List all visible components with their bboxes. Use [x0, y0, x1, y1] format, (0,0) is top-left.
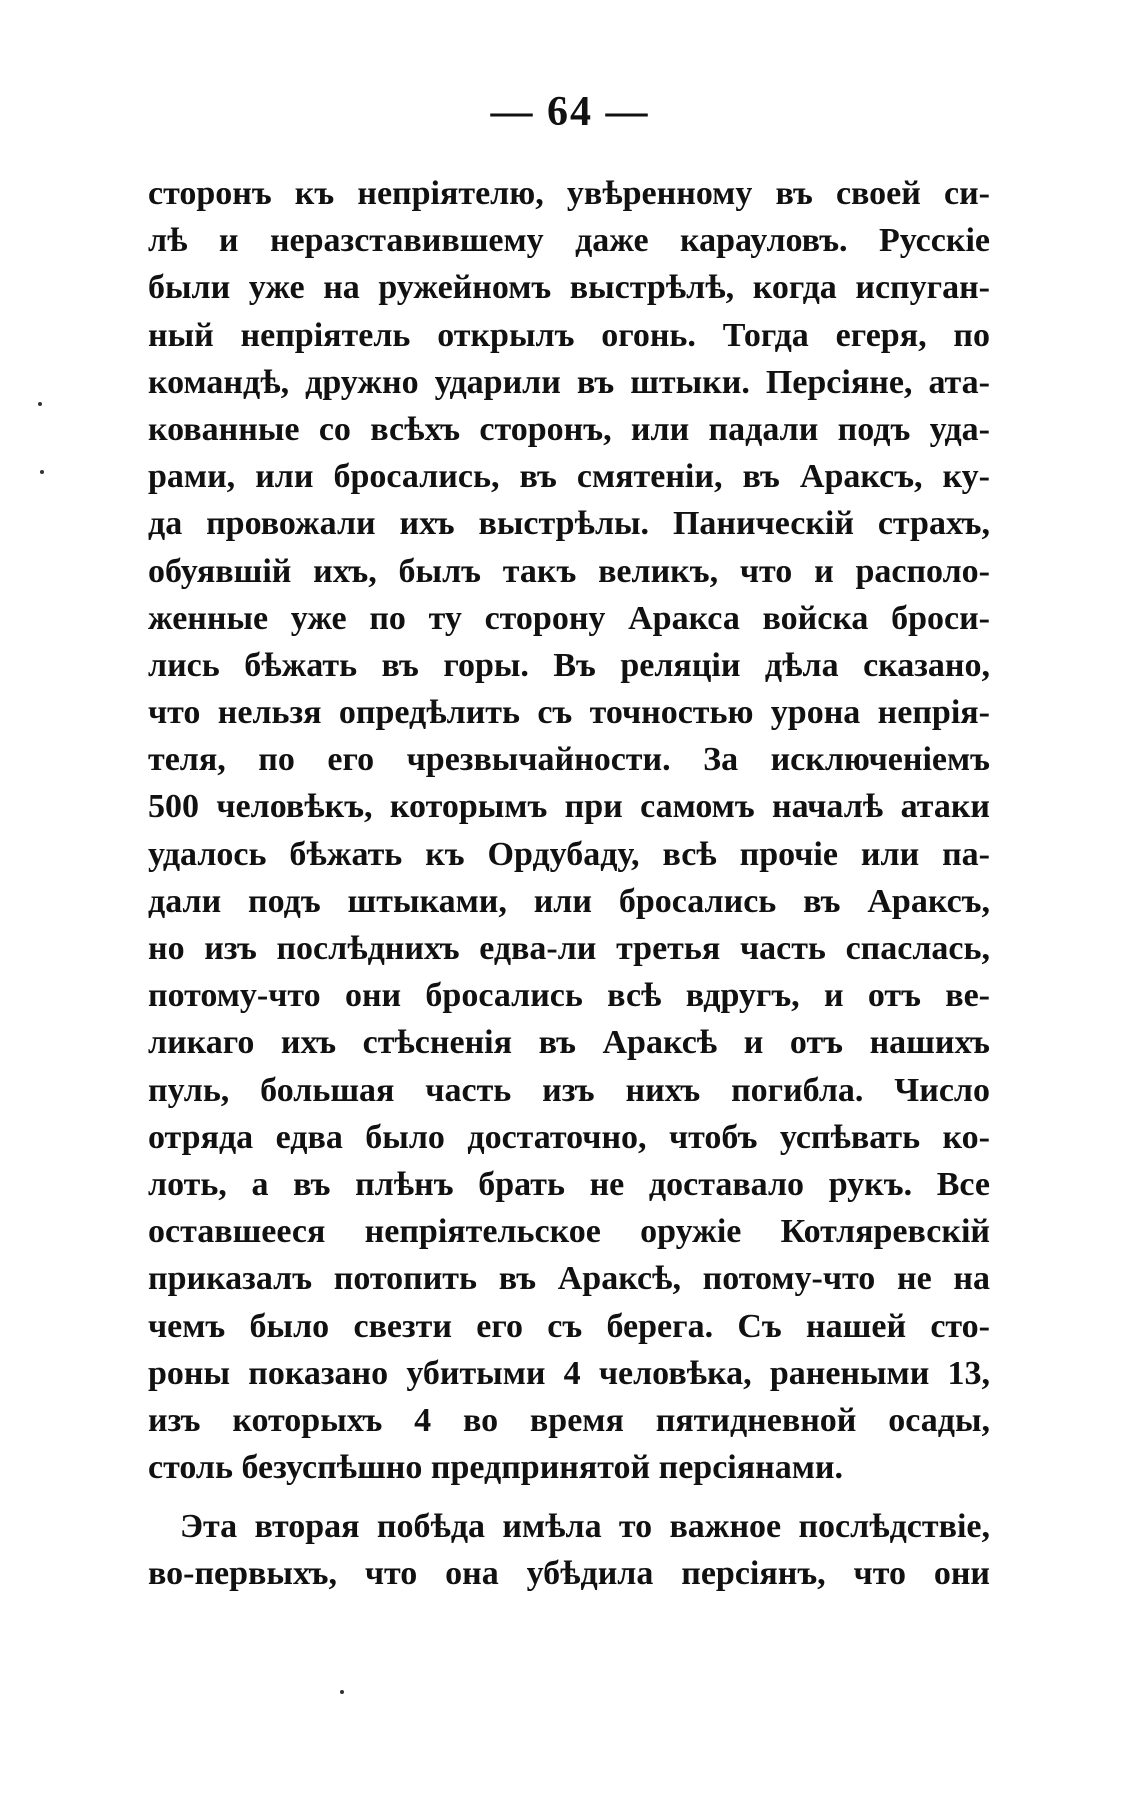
text-line: были уже на ружейномъ выстрѣлѣ, когда испуган-	[148, 269, 990, 307]
text-line: командѣ, дружно ударили въ штыки. Персіяне, ата-	[148, 363, 990, 401]
text-line: ликаго ихъ стѣсненія въ Араксѣ и отъ нашихъ	[148, 1024, 990, 1062]
text-line: теля, по его чрезвычайности. За исключеніемъ	[148, 741, 990, 779]
text-line: чемъ было свезти его съ берега. Съ нашей сто-	[148, 1307, 990, 1345]
text-line: сторонъ къ непріятелю, увѣренному въ своей си-	[148, 175, 990, 212]
text-line: лись бѣжать въ горы. Въ реляціи дѣла сказано,	[148, 646, 990, 684]
text-line: приказалъ потопить въ Араксѣ, потому-что не на	[148, 1260, 990, 1298]
text-line: но изъ послѣднихъ едва-ли третья часть спаслась,	[148, 930, 990, 967]
text-line: 500 человѣкъ, которымъ при самомъ началѣ атаки	[148, 788, 990, 826]
text-line: женные уже по ту сторону Аракса войска броси-	[148, 599, 990, 637]
text-line: пуль, большая часть изъ нихъ погибла. Число	[148, 1071, 990, 1109]
text-line: дали подъ штыками, или бросались въ Араксъ,	[148, 882, 990, 920]
text-line: кованные со всѣхъ сторонъ, или падали подъ уда-	[148, 410, 990, 448]
text-line: изъ которыхъ 4 во время пятидневной осады,	[148, 1401, 990, 1439]
paragraph-gap	[148, 1491, 990, 1503]
print-speck	[40, 470, 44, 474]
text-line: потому-что они бросались всѣ вдругъ, и отъ ве-	[148, 977, 990, 1015]
body-text	[148, 170, 990, 1598]
paragraph-2	[148, 1503, 990, 1597]
text-line: отряда едва было достаточно, чтобъ успѣвать ко-	[148, 1118, 990, 1156]
text-line: рами, или бросались, въ смятеніи, въ Араксъ, ку-	[148, 458, 990, 496]
text-line: Эта вторая побѣда имѣла то важное послѣдствіе,	[180, 1508, 990, 1546]
text-line: роны показано убитыми 4 человѣка, ранеными 13,	[148, 1354, 990, 1392]
text-line: во-первыхъ, что она убѣдила персіянъ, что они	[148, 1555, 990, 1593]
text-line: обуявшій ихъ, былъ такъ великъ, что и располо-	[148, 552, 990, 590]
print-speck	[38, 402, 42, 406]
text-line: лѣ и неразставившему даже карауловъ. Русскіе	[148, 222, 990, 260]
text-line: столь безуспѣшно предпринятой персіянами.	[148, 1449, 843, 1487]
text-line: да провожали ихъ выстрѣлы. Паническій страхъ,	[148, 505, 990, 543]
text-line: что нельзя опредѣлить съ точностью урона непрія-	[148, 694, 990, 732]
paragraph-1	[148, 170, 990, 1491]
page-number: — 64 —	[490, 89, 650, 135]
text-line: оставшееся непріятельское оружіе Котляревскій	[148, 1213, 990, 1251]
text-line: удалось бѣжать къ Ордубаду, всѣ прочіе или па-	[148, 835, 990, 873]
text-line: лоть, а въ плѣнъ брать не доставало рукъ. Все	[148, 1165, 990, 1203]
print-speck	[340, 1690, 344, 1694]
text-line: ный непріятель открылъ огонь. Тогда егеря, по	[148, 316, 990, 354]
